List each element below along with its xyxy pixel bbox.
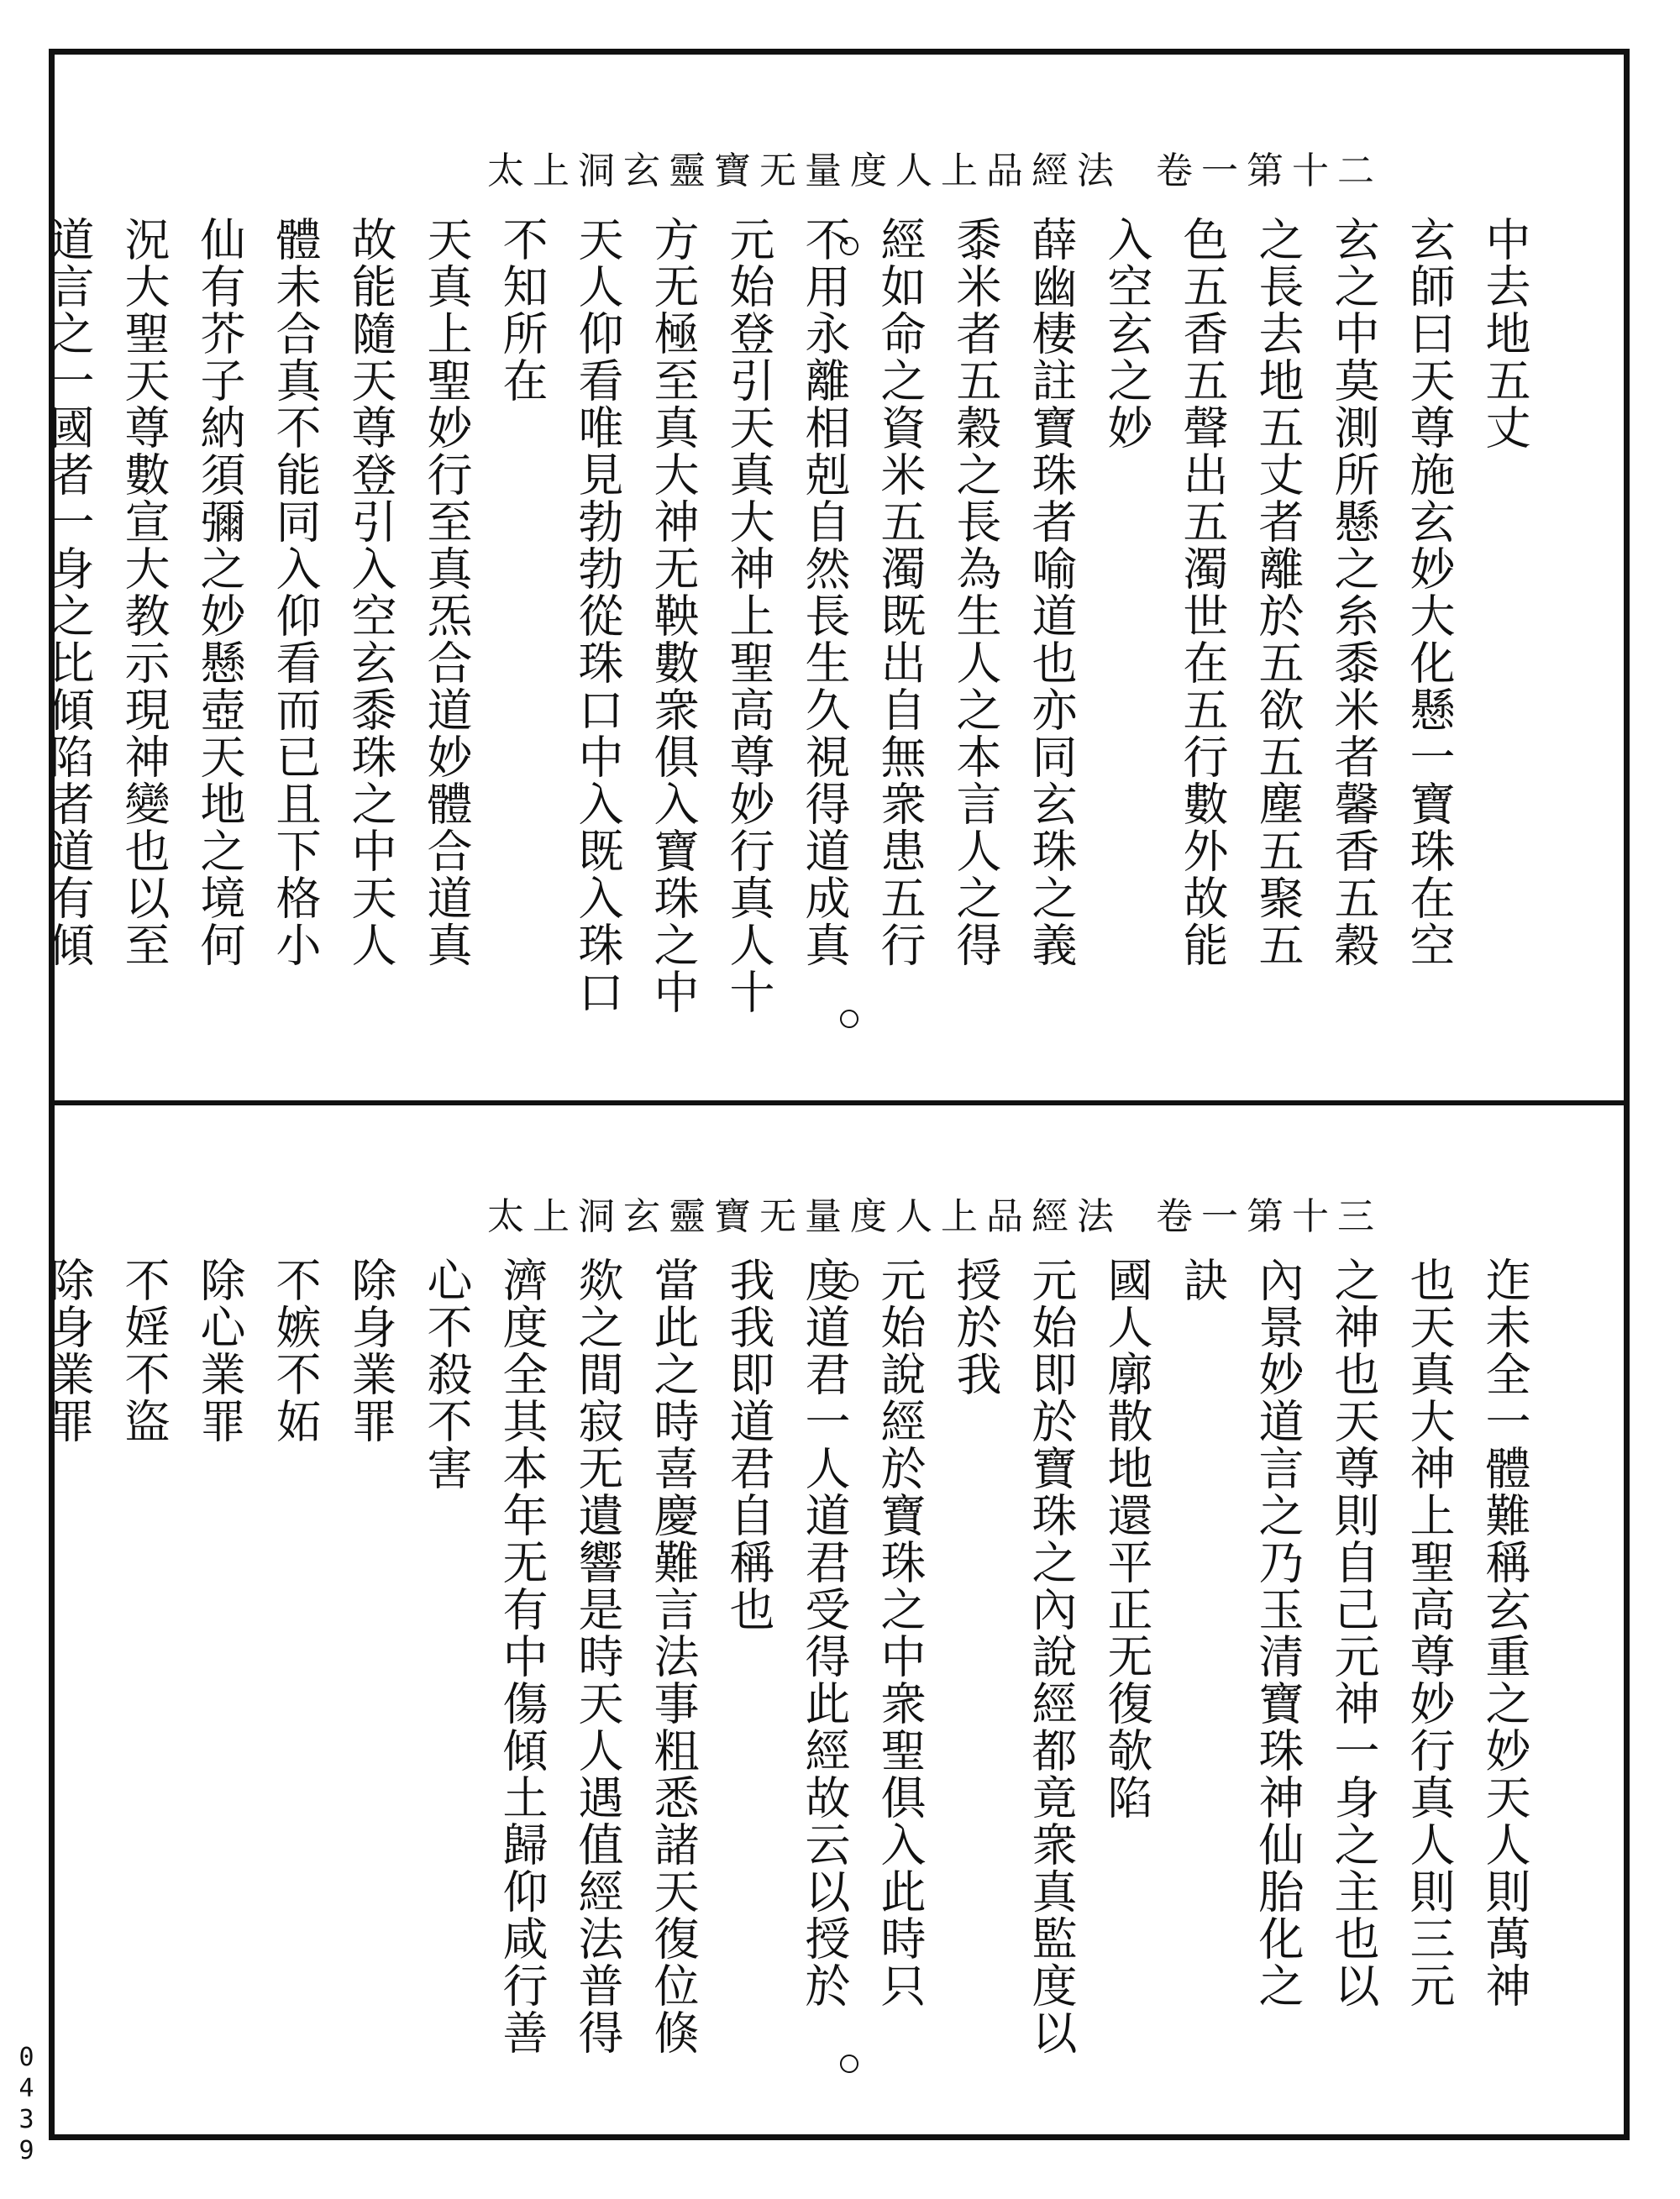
text-column: 元始說經於寶珠之中衆聖俱入此時只	[874, 1257, 927, 2009]
text-column: 方无極至真大神无鞅數衆俱入寶珠之中	[647, 216, 700, 1016]
page-number: 0439	[12, 2043, 41, 2167]
text-column: 黍米者五穀之長為生人之本言人之得	[949, 216, 1002, 968]
bottom-header-title: 太上洞玄靈寶无量度人上品經法	[487, 1195, 1122, 1238]
text-column: 天人仰看唯見勃勃從珠口中入既入珠口	[571, 216, 624, 1016]
bottom-header-volume: 卷一第十三	[1156, 1195, 1383, 1238]
top-header-title: 太上洞玄靈寶无量度人上品經法	[487, 150, 1122, 192]
text-column: 薛幽棲註寶珠者喻道也亦同玄珠之義	[1025, 216, 1078, 968]
text-column: 之長去地五丈者離於五欲五塵五聚五	[1252, 216, 1305, 968]
text-column: 道言之一國者一身之比傾陷者道有傾	[42, 216, 95, 968]
text-column: 天真上聖妙行至真炁合道妙體合道真	[420, 216, 473, 968]
text-column: 況大聖天尊數宣大教示現神變也以至	[118, 216, 171, 968]
circle-mark	[840, 1273, 858, 1292]
text-column: 玄之中莫測所懸之糸黍米者馨香五穀	[1327, 216, 1380, 968]
text-column: 心不殺不害	[420, 1257, 473, 1492]
circle-mark	[840, 1010, 858, 1028]
text-column: 中去地五丈	[1478, 216, 1531, 451]
text-column: 元始登引天真大神上聖高尊妙行真人十	[722, 216, 775, 1016]
top-header	[487, 140, 1383, 194]
text-column: 不用永離相剋自然長生久視得道成真	[798, 216, 851, 968]
text-column: 體未合真不能同入仰看而已且下格小	[269, 216, 322, 968]
text-column: 色五香五聲出五濁世在五行數外故能	[1176, 216, 1229, 968]
text-column: 之神也天尊則自己元神一身之主也以	[1327, 1257, 1380, 2009]
bottom-panel	[42, 1105, 1618, 2128]
text-column: 故能隨天尊登引入空玄黍珠之中天人	[344, 216, 397, 968]
text-column: 仙有芥子納須彌之妙懸壺天地之境何	[193, 216, 246, 968]
text-column: 不嫉不妬	[269, 1257, 322, 1445]
text-column: 迮未全一體難稱玄重之妙天人則萬神	[1478, 1257, 1531, 2009]
circle-mark	[840, 2055, 858, 2073]
top-text-columns	[30, 216, 1542, 1073]
text-column: 玄師曰天尊施玄妙大化懸一寶珠在空	[1403, 216, 1456, 968]
top-panel	[42, 60, 1618, 1100]
text-column: 當此之時喜慶難言法事粗悉諸天復位倏	[647, 1257, 700, 2056]
text-column: 入空玄之妙	[1100, 216, 1153, 451]
text-column: 我我即道君自稱也	[722, 1257, 775, 1633]
text-column: 不婬不盜	[118, 1257, 171, 1445]
text-column: 內景妙道言之乃玉清寶珠神仙胎化之	[1252, 1257, 1305, 2009]
text-column: 訣	[1176, 1257, 1229, 1304]
text-column: 濟度全其本年无有中傷傾土歸仰咸行善	[496, 1257, 549, 2056]
text-column: 除心業罪	[193, 1257, 246, 1445]
text-column: 元始即於寶珠之內說經都竟衆真監度以	[1025, 1257, 1078, 2056]
text-column: 欻之間寂无遺響是時天人遇值經法普得	[571, 1257, 624, 2056]
text-column: 除身業罪	[42, 1257, 95, 1445]
bottom-header	[487, 1186, 1383, 1240]
text-column: 國人廓散地還平正无復欹陷	[1100, 1257, 1153, 1821]
text-column: 也天真大神上聖高尊妙行真人則三元	[1403, 1257, 1456, 2009]
top-header-volume: 卷一第十二	[1156, 150, 1383, 192]
text-column: 不知所在	[496, 216, 549, 404]
circle-mark	[840, 237, 858, 255]
text-column: 度道君一人道君受得此經故云以授於	[798, 1257, 851, 2009]
text-column: 除身業罪	[344, 1257, 397, 1445]
text-column: 經如命之資米五濁既出自無衆患五行	[874, 216, 927, 968]
text-column: 授於我	[949, 1257, 1002, 1398]
bottom-text-columns	[30, 1257, 1542, 2080]
